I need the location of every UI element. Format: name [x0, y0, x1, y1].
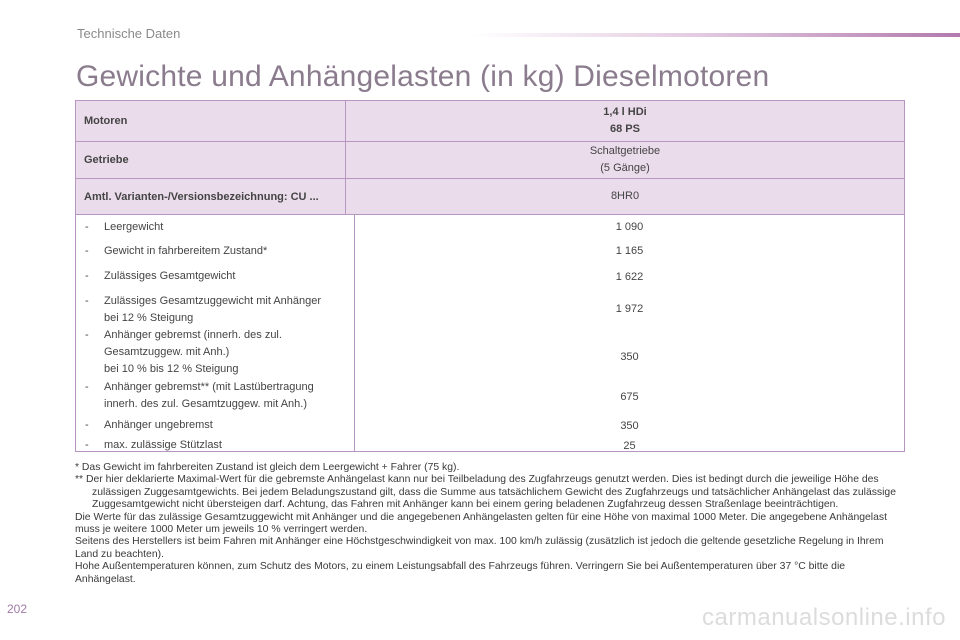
getriebe-label: Getriebe [76, 142, 346, 178]
motoren-value-line1: 1,4 l HDi [603, 106, 647, 118]
row-label: Gewicht in fahrbereitem Zustand* [104, 245, 268, 257]
motoren-value-line2: 68 PS [610, 123, 640, 135]
row-value: 350 [620, 351, 639, 363]
table-row: - Zulässiges Gesamtzuggewicht mit Anhänger bei 12 % Steigung [85, 293, 321, 327]
note-altitude: Die Werte für das zulässige Gesamtzuggewicht mit Anhänger und die angegebenen Anhängelasten gelten für eine Höhe von maximal 1000 Meter. Die angegebene Anhängelast muss je weitere 1000 Meter um jeweils 10 % verringert werden. [75, 511, 887, 536]
row-value: 1 090 [615, 221, 644, 233]
row-value: 1 165 [615, 245, 644, 257]
row-label: Zulässiges Gesamtzuggewicht mit Anhänger [104, 295, 322, 307]
table-row: - Anhänger ungebremst [85, 419, 213, 431]
table-row: - Gewicht in fahrbereitem Zustand* [85, 245, 268, 257]
table-body [76, 215, 904, 451]
row-label: Leergewicht [104, 221, 164, 233]
getriebe-value-line2: (5 Gänge) [600, 162, 650, 174]
row-value: 675 [620, 391, 639, 403]
row-label: Anhänger gebremst** (mit Lastübertragung [104, 381, 314, 393]
table-row: - Anhänger gebremst (innerh. des zul. Gesamtzuggew. mit Anh.) bei 10 % bis 12 % Steigung [85, 327, 282, 378]
page-title: Gewichte und Anhängelasten (in kg) Dieselmotoren [76, 60, 770, 93]
weights-table [75, 100, 905, 452]
watermark: carmanualsonline.info [702, 604, 946, 631]
row-value: 1 622 [615, 271, 644, 283]
note-speed: Seitens des Herstellers ist beim Fahren mit Anhänger eine Höchstgeschwindigkeit von max. 100 km/h zulässig (zusätzlich ist jedoch die geltende gesetzliche Regelung in Ihrem Land zu beachten). [75, 536, 884, 560]
row-label: Zulässiges Gesamtgewicht [104, 270, 236, 282]
note-temperature: Hohe Außentemperaturen können, zum Schutz des Motors, zu einem Leistungsabfall des Fahrzeugs führen. Verringern Sie bei Außentemperaturen über 37 °C bitte die Anhängelast. [75, 561, 846, 585]
row-getriebe [76, 142, 904, 179]
header-rule [470, 33, 960, 37]
row-value: 350 [620, 420, 639, 432]
amtl-label: Amtl. Varianten-/Versionsbezeichnung: CU ... [76, 179, 346, 214]
section-label: Technische Daten [77, 26, 181, 41]
row-value: 1 972 [615, 303, 644, 315]
getriebe-value-line1: Schaltgetriebe [589, 145, 661, 157]
row-motoren [76, 101, 904, 142]
motoren-value [346, 101, 904, 141]
table-row: - Leergewicht [85, 221, 164, 233]
footnotes [75, 462, 905, 586]
amtl-value-text: 8HR0 [610, 190, 640, 202]
row-label-cont: innerh. des zul. Gesamtzuggew. mit Anh.) [104, 398, 307, 410]
row-label-cont: bei 12 % Steigung [104, 312, 194, 324]
row-label-cont: bei 10 % bis 12 % Steigung [104, 363, 239, 375]
row-label: Anhänger gebremst (innerh. des zul. [104, 329, 282, 341]
row-label-cont: Gesamtzuggew. mit Anh.) [104, 346, 230, 358]
row-amtl [76, 179, 904, 215]
footnote-weight: * Das Gewicht im fahrbereiten Zustand ist gleich dem Leergewicht + Fahrer (75 kg). [75, 462, 460, 473]
row-value: 25 [623, 440, 636, 452]
page-number: 202 [7, 602, 28, 616]
table-row: - Zulässiges Gesamtgewicht [85, 270, 236, 282]
footnote-trailer-load: ** Der hier deklarierte Maximal-Wert für die gebremste Anhängelast kann nur bei Teilbeladung des Zugfahrzeugs genutzt werden. Dies ist bedingt durch die jeweilige Höhe des zulässigen Zuggesamtgewichts. Bei jedem Beladungszustand gilt, dass die Summe aus tatsächlichem Gewicht des Zugfahrzeugs und tatsächlicher Anhängelast das zulässige Zuggesamtgewicht nicht übersteigen darf. Achtung, das Fahren mit Anhänger kann bei einem gering beladenen Zugfahrzeug dessen Straßenlage beeinträchtigen. [75, 474, 896, 511]
motoren-label: Motoren [76, 101, 346, 141]
amtl-value [346, 179, 904, 214]
row-label: Anhänger ungebremst [104, 419, 213, 431]
getriebe-value [346, 142, 904, 178]
row-label: max. zulässige Stützlast [104, 439, 222, 451]
table-row: - Anhänger gebremst** (mit Lastübertragung innerh. des zul. Gesamtzuggew. mit Anh.) [85, 379, 314, 413]
table-row: - max. zulässige Stützlast [85, 439, 222, 451]
